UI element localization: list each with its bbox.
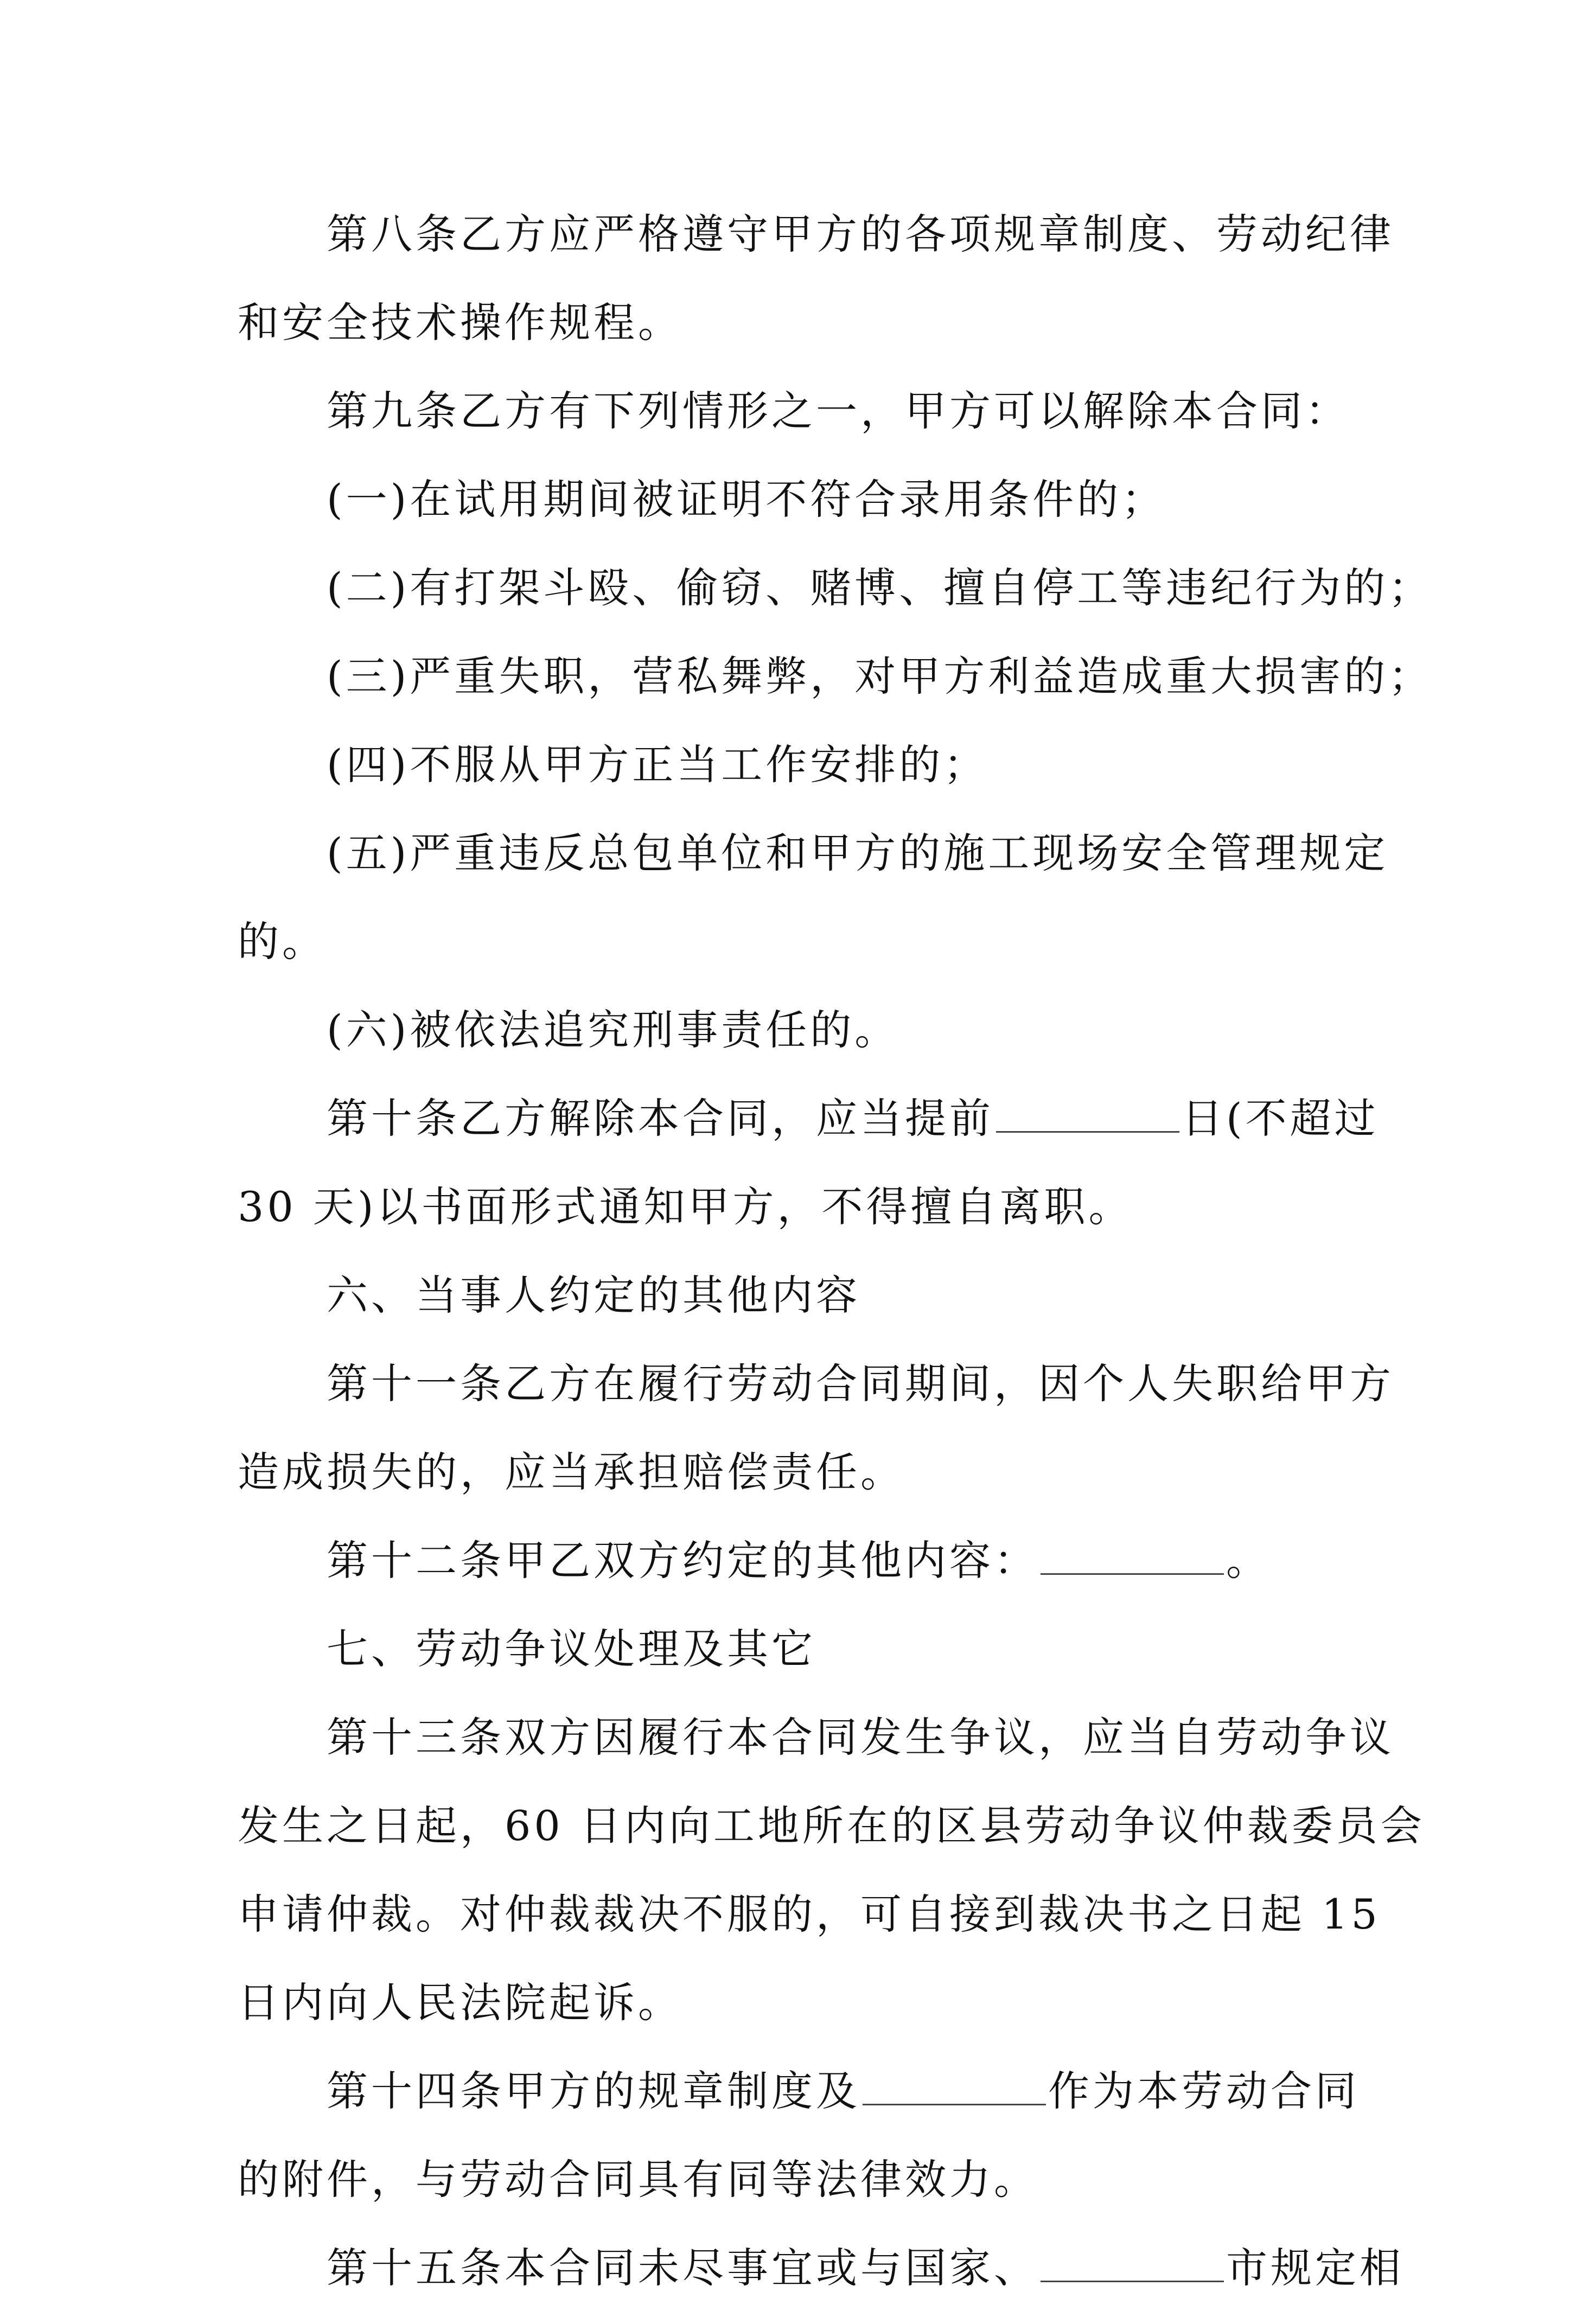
line-text: 第十三条双方因履行本合同发生争议，应当自劳动争议 (327, 1713, 1394, 1761)
line-text: 申请仲裁。对仲裁裁决不服的，可自接到裁决书之日起 15 (238, 1890, 1381, 1938)
text-line (238, 1528, 1339, 1617)
line-text: 的附件，与劳动合同具有同等法律效力。 (238, 2155, 1038, 2204)
text-line (238, 1086, 1379, 1174)
line-text: 第十五条本合同未尽事宜或与国家、 (327, 2244, 1038, 2292)
text-line (238, 202, 1394, 290)
text-line (238, 821, 1389, 909)
text-line (238, 467, 1339, 556)
line-text: 日内向人民法院起诉。 (238, 1978, 682, 2027)
document-page (238, 202, 1433, 2324)
line-text: 第八条乙方应严格遵守甲方的各项规章制度、劳动纪律 (327, 210, 1394, 258)
line-text-after-blank: 市规定相 (1226, 2244, 1404, 2292)
line-text: 和安全技术操作规程。 (238, 298, 682, 347)
text-line (238, 1174, 1339, 1263)
line-text: (二)有打架斗殴、偷窃、赌博、擅自停工等违纪行为的； (327, 564, 1433, 612)
text-line (238, 1617, 1339, 1705)
text-line (238, 2147, 1339, 2236)
text-line (238, 1882, 1381, 1970)
line-text: (六)被依法追究刑事责任的。 (327, 1006, 899, 1054)
fill-in-blank (996, 1093, 1179, 1133)
fill-in-blank (863, 2066, 1046, 2105)
fill-in-blank (1041, 2243, 1224, 2282)
line-text-after-blank: 作为本劳动合同 (1048, 2067, 1360, 2115)
line-text: (五)严重违反总包单位和甲方的施工现场安全管理规定 (327, 829, 1389, 877)
fill-in-blank (1041, 1535, 1224, 1575)
text-line (238, 909, 1339, 998)
line-text: 七、劳动争议处理及其它 (327, 1625, 816, 1673)
text-line (238, 556, 1433, 644)
text-line (238, 2236, 1404, 2324)
line-text: 六、当事人约定的其他内容 (327, 1271, 860, 1319)
line-text: 发生之日起，60 日内向工地所在的区县劳动争议仲裁委员会 (238, 1802, 1425, 1850)
text-line (238, 290, 1339, 379)
text-line (238, 2059, 1360, 2147)
text-line (238, 1263, 1339, 1351)
line-text: 第十四条甲方的规章制度及 (327, 2067, 860, 2115)
line-text: (四)不服从甲方正当工作安排的； (327, 740, 988, 789)
text-line (238, 644, 1433, 732)
line-text: (三)严重失职，营私舞弊，对甲方利益造成重大损害的； (327, 652, 1433, 700)
text-line (238, 1351, 1394, 1440)
line-text: 第十条乙方解除本合同，应当提前 (327, 1094, 994, 1142)
line-text: 第九条乙方有下列情形之一，甲方可以解除本合同： (327, 387, 1350, 435)
text-line (238, 732, 1339, 821)
text-line (238, 1970, 1339, 2059)
line-text-after-blank: 日(不超过 (1182, 1094, 1379, 1142)
line-text: 造成损失的，应当承担赔偿责任。 (238, 1448, 905, 1496)
text-line (238, 1793, 1425, 1882)
line-text: (一)在试用期间被证明不符合录用条件的； (327, 475, 1166, 523)
line-text: 30 天)以书面形式通知甲方，不得擅自离职。 (238, 1183, 1133, 1231)
line-text: 第十一条乙方在履行劳动合同期间，因个人失职给甲方 (327, 1359, 1394, 1408)
text-line (238, 379, 1350, 467)
line-text: 第十二条甲乙双方约定的其他内容： (327, 1536, 1038, 1585)
line-text-after-blank: 。 (1226, 1536, 1271, 1585)
line-text: 的。 (238, 917, 327, 966)
text-line (238, 1440, 1339, 1528)
text-line (238, 1705, 1394, 1793)
text-line (238, 998, 1339, 1086)
